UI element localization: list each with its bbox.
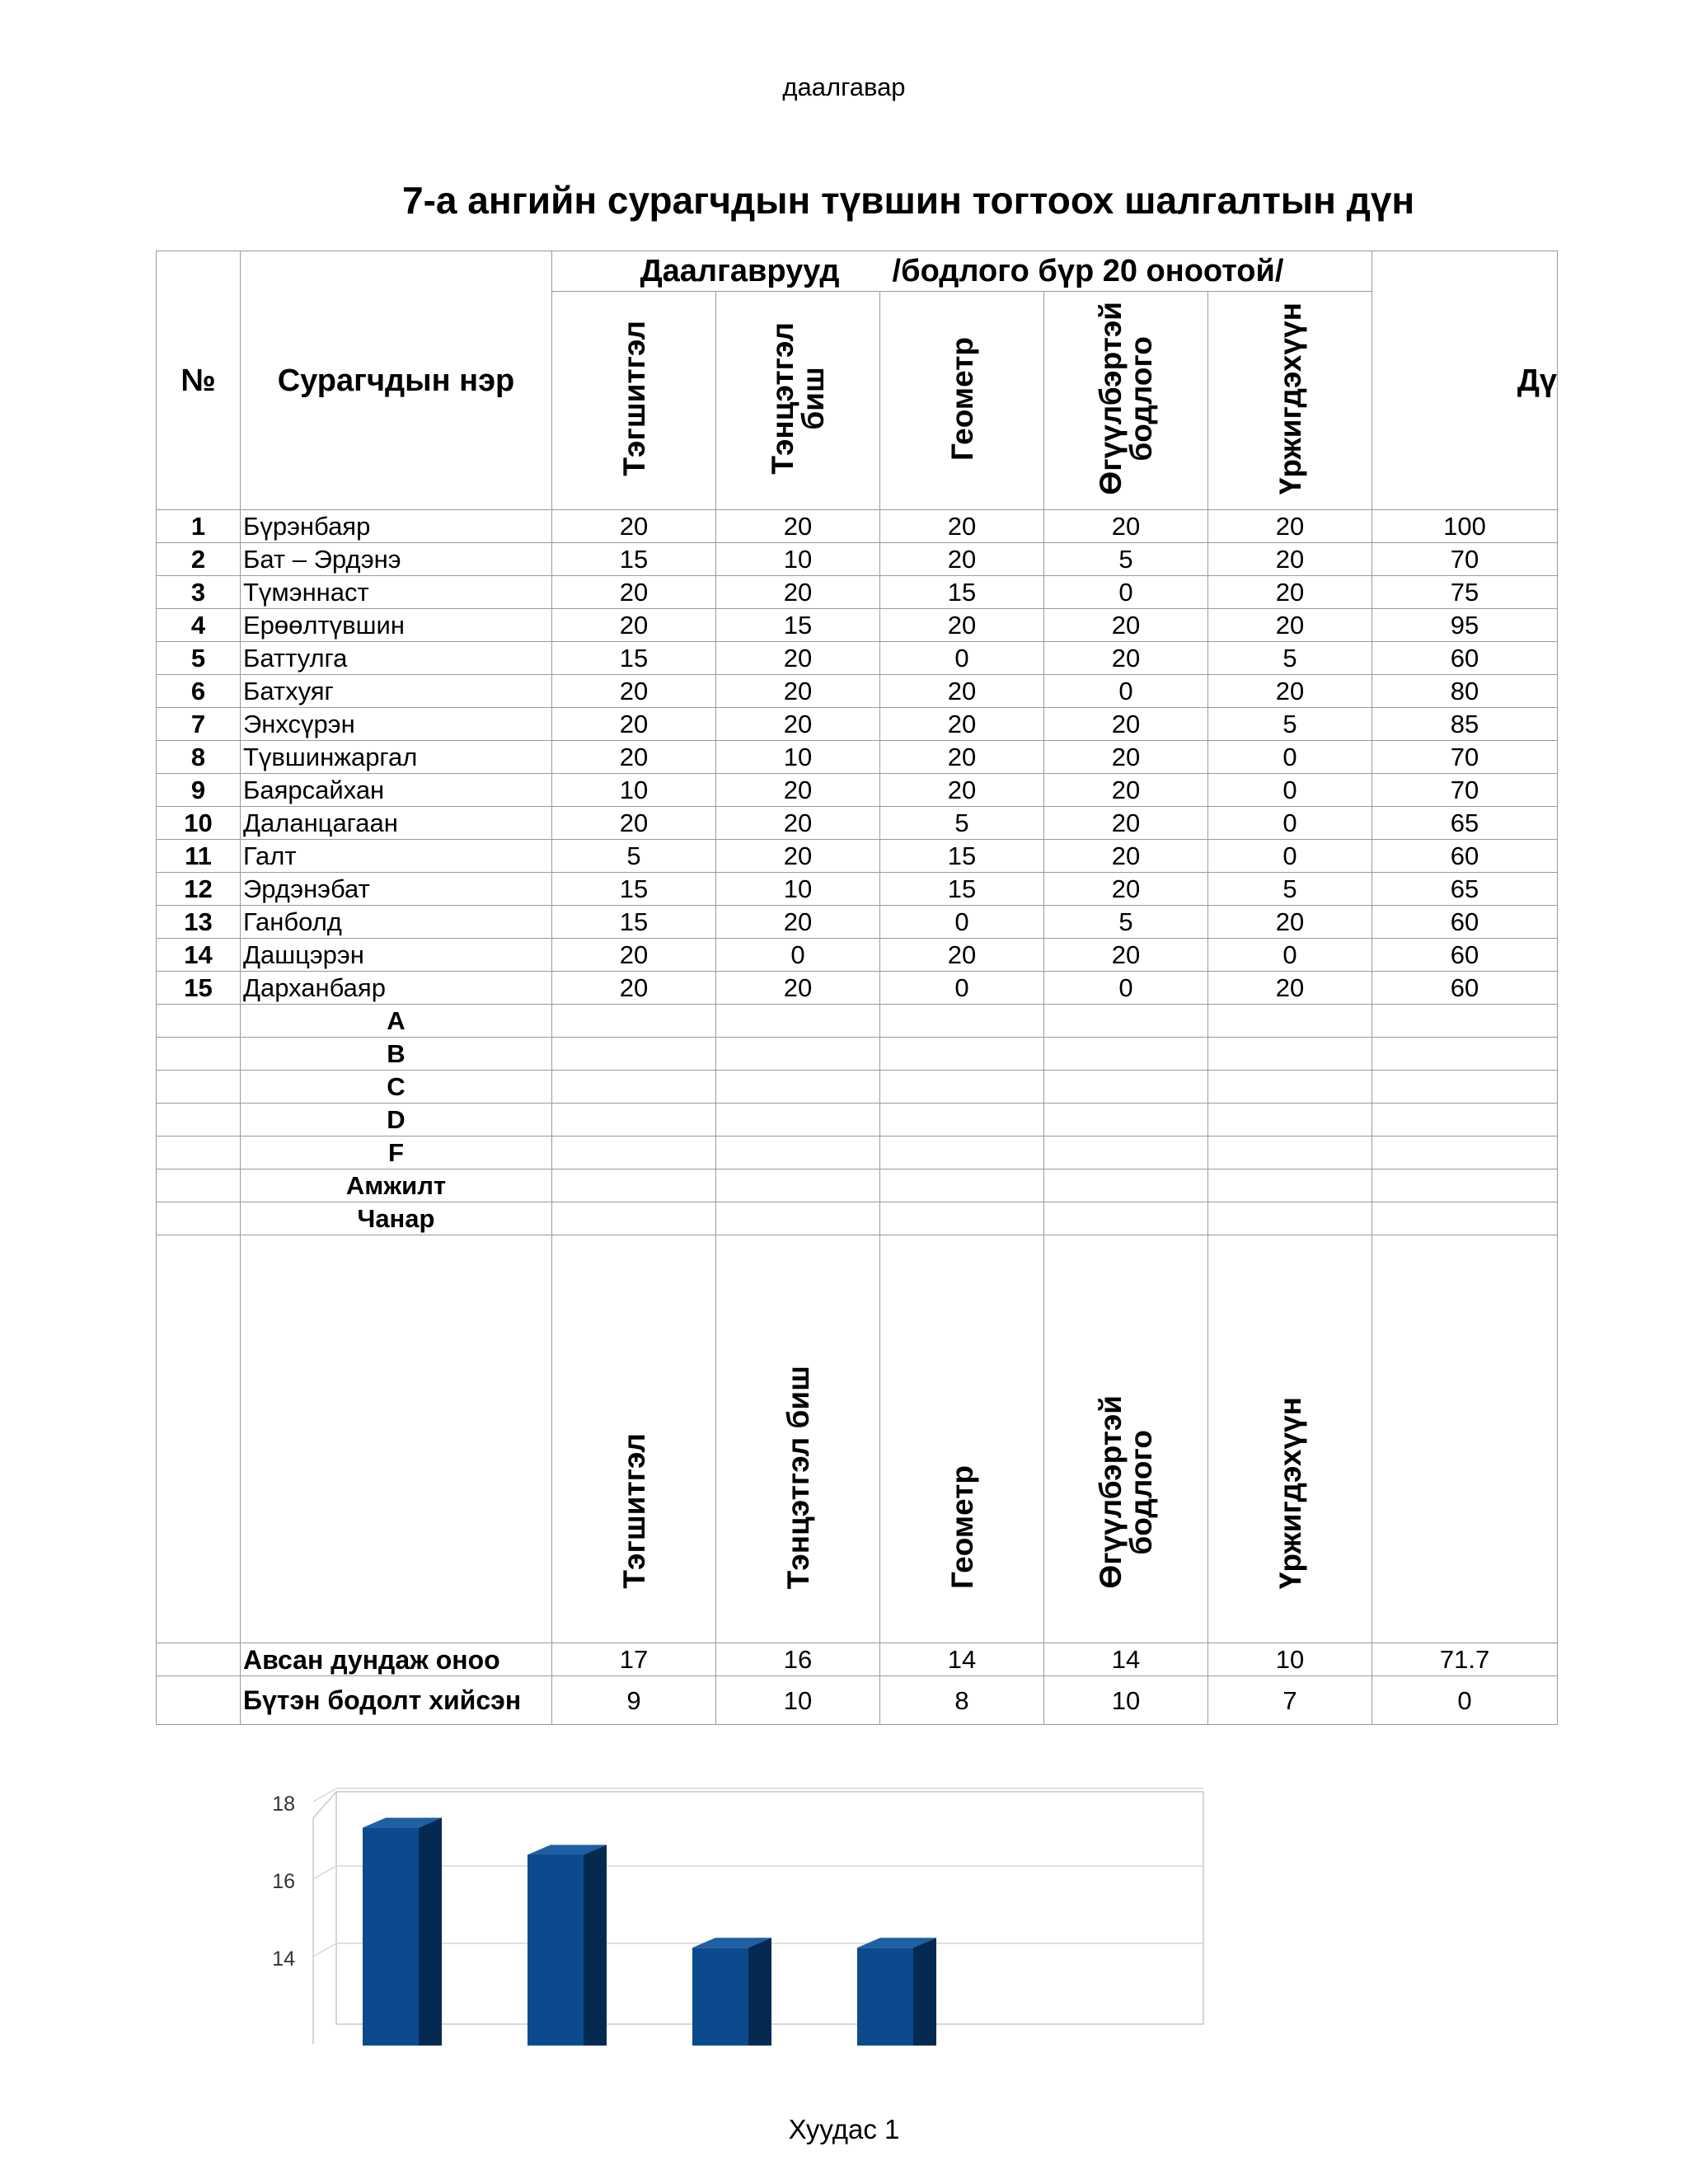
- score-cell: 20: [880, 609, 1044, 642]
- empty-cell: [1044, 1038, 1208, 1071]
- bar-chart: [247, 1780, 1236, 2044]
- summary-label: A: [241, 1005, 552, 1038]
- empty-cell: [880, 1005, 1044, 1038]
- score-cell: 20: [552, 708, 716, 741]
- score-cell: 20: [1044, 642, 1208, 675]
- summary-label: D: [241, 1104, 552, 1137]
- summary-row: [157, 1137, 1558, 1169]
- score-cell: 20: [880, 675, 1044, 708]
- summary-label: Чанар: [241, 1202, 552, 1235]
- empty-cell: [157, 1104, 241, 1137]
- chart-bar-side: [584, 1845, 607, 2046]
- score-cell: 20: [1044, 840, 1208, 873]
- tasks-header: [552, 251, 1372, 292]
- student-name: Дарханбаяр: [241, 972, 552, 1005]
- bottom-task-header-label: Тэнцэтгэл биш: [781, 1365, 815, 1589]
- full-solution-label: Бүтэн бодолт хийсэн: [241, 1676, 552, 1725]
- chart-bar: [692, 1947, 748, 2046]
- score-cell: 20: [716, 774, 880, 807]
- score-cell: 15: [552, 873, 716, 906]
- table-row: [157, 906, 1558, 939]
- score-cell: 20: [552, 741, 716, 774]
- full-solution-value: 9: [552, 1676, 716, 1725]
- score-cell: 0: [880, 642, 1044, 675]
- score-cell: 10: [716, 741, 880, 774]
- summary-row: [157, 1202, 1558, 1235]
- task-header-5: [1208, 292, 1372, 510]
- col-number-header: №: [157, 251, 241, 510]
- student-name: Галт: [241, 840, 552, 873]
- score-cell: 20: [1208, 510, 1372, 543]
- score-cell: 0: [1208, 741, 1372, 774]
- student-number: 10: [157, 807, 241, 840]
- empty-cell: [1372, 1202, 1558, 1235]
- empty-cell: [1044, 1104, 1208, 1137]
- task-header-1: [552, 292, 716, 510]
- empty-cell: [1372, 1137, 1558, 1169]
- empty-cell: [880, 1137, 1044, 1169]
- grade-table: [156, 251, 1558, 1725]
- total-cell: 100: [1372, 510, 1558, 543]
- score-cell: 20: [880, 510, 1044, 543]
- table-row: [157, 609, 1558, 642]
- tasks-header-right: /бодлого бүр 20 оноотой/: [892, 254, 1284, 288]
- total-cell: 60: [1372, 840, 1558, 873]
- page-header: даалгавар: [782, 73, 906, 101]
- chart-bar: [363, 1828, 419, 2046]
- empty-cell: [552, 1169, 716, 1202]
- bottom-task-header-1: [552, 1235, 716, 1643]
- student-name: Эрдэнэбат: [241, 873, 552, 906]
- average-label: Авсан дундаж оноо: [241, 1643, 552, 1676]
- score-cell: 0: [1208, 807, 1372, 840]
- bottom-task-header-2: [716, 1235, 880, 1643]
- summary-label: F: [241, 1137, 552, 1169]
- student-name: Дашцэрэн: [241, 939, 552, 972]
- empty-cell: [716, 1169, 880, 1202]
- empty-cell: [716, 1104, 880, 1137]
- average-value: 71.7: [1372, 1643, 1558, 1676]
- student-number: 13: [157, 906, 241, 939]
- total-cell: 70: [1372, 543, 1558, 576]
- empty-cell: [241, 1235, 552, 1643]
- chart-y-tick-label: 18: [272, 1793, 295, 1816]
- average-value: 10: [1208, 1643, 1372, 1676]
- total-cell: 80: [1372, 675, 1558, 708]
- empty-cell: [1372, 1005, 1558, 1038]
- student-number: 8: [157, 741, 241, 774]
- average-value: 14: [1044, 1643, 1208, 1676]
- student-name: Даланцагаан: [241, 807, 552, 840]
- score-cell: 20: [716, 972, 880, 1005]
- empty-cell: [157, 1676, 241, 1725]
- summary-row: [157, 1104, 1558, 1137]
- student-number: 6: [157, 675, 241, 708]
- full-solution-value: 10: [1044, 1676, 1208, 1725]
- summary-label: B: [241, 1038, 552, 1071]
- empty-cell: [1044, 1005, 1208, 1038]
- summary-label: Амжилт: [241, 1169, 552, 1202]
- score-cell: 20: [1044, 774, 1208, 807]
- student-name: Бүрэнбаяр: [241, 510, 552, 543]
- score-cell: 20: [1044, 741, 1208, 774]
- student-name: Баттулга: [241, 642, 552, 675]
- bottom-task-header-label: Өгүүлбэртэй бодлого: [1094, 1395, 1158, 1589]
- empty-cell: [716, 1202, 880, 1235]
- student-number: 1: [157, 510, 241, 543]
- total-cell: 65: [1372, 873, 1558, 906]
- student-name: Энхсүрэн: [241, 708, 552, 741]
- table-row: [157, 840, 1558, 873]
- empty-cell: [157, 1005, 241, 1038]
- empty-cell: [552, 1104, 716, 1137]
- bottom-task-header-row: [157, 1235, 1558, 1643]
- task-header-2: [716, 292, 880, 510]
- student-name: Бат – Эрдэнэ: [241, 543, 552, 576]
- score-cell: 20: [1044, 708, 1208, 741]
- score-cell: 0: [880, 972, 1044, 1005]
- col-total-header: [1372, 251, 1558, 510]
- score-cell: 15: [716, 609, 880, 642]
- empty-cell: [880, 1038, 1044, 1071]
- total-cell: 60: [1372, 972, 1558, 1005]
- score-cell: 20: [1044, 939, 1208, 972]
- page-footer: Хуудас 1: [788, 2114, 900, 2144]
- empty-cell: [552, 1071, 716, 1104]
- score-cell: 5: [1208, 642, 1372, 675]
- student-name: Батхуяг: [241, 675, 552, 708]
- table-row: [157, 576, 1558, 609]
- score-cell: 20: [716, 708, 880, 741]
- empty-cell: [552, 1137, 716, 1169]
- average-value: 14: [880, 1643, 1044, 1676]
- col-name-header: Сурагчдын нэр: [241, 251, 552, 510]
- full-solution-value: 10: [716, 1676, 880, 1725]
- document-title: 7-а ангийн сурагчдын түвшин тогтоох шалгалтын дүн: [402, 179, 1415, 222]
- score-cell: 20: [1044, 807, 1208, 840]
- empty-cell: [552, 1005, 716, 1038]
- student-number: 2: [157, 543, 241, 576]
- score-cell: 20: [880, 708, 1044, 741]
- bottom-task-header-label: Үржигдэхүүн: [1273, 1396, 1307, 1589]
- student-number: 4: [157, 609, 241, 642]
- student-number: 9: [157, 774, 241, 807]
- summary-label: C: [241, 1071, 552, 1104]
- empty-cell: [157, 1169, 241, 1202]
- chart-gridline-side: [313, 1866, 336, 1879]
- empty-cell: [1208, 1038, 1372, 1071]
- task-header-label: Тэгшитгэл: [617, 321, 651, 476]
- student-number: 15: [157, 972, 241, 1005]
- score-cell: 20: [880, 939, 1044, 972]
- empty-cell: [157, 1071, 241, 1104]
- empty-cell: [1372, 1104, 1558, 1137]
- score-cell: 20: [552, 609, 716, 642]
- summary-row: [157, 1169, 1558, 1202]
- score-cell: 20: [552, 510, 716, 543]
- score-cell: 15: [880, 576, 1044, 609]
- score-cell: 20: [880, 774, 1044, 807]
- score-cell: 15: [552, 543, 716, 576]
- student-number: 5: [157, 642, 241, 675]
- student-name: Баярсайхан: [241, 774, 552, 807]
- score-cell: 20: [716, 642, 880, 675]
- score-cell: 20: [1044, 609, 1208, 642]
- total-cell: 95: [1372, 609, 1558, 642]
- full-solution-row: [157, 1676, 1558, 1725]
- score-cell: 20: [716, 807, 880, 840]
- table-row: [157, 807, 1558, 840]
- empty-cell: [1044, 1169, 1208, 1202]
- score-cell: 5: [1208, 708, 1372, 741]
- summary-row: [157, 1005, 1558, 1038]
- score-cell: 0: [1208, 939, 1372, 972]
- chart-y-tick-label: 14: [272, 1947, 295, 1971]
- col-total-label: Дү: [1517, 363, 1558, 398]
- empty-cell: [1372, 1169, 1558, 1202]
- empty-cell: [552, 1038, 716, 1071]
- chart-bar-side: [419, 1818, 442, 2046]
- score-cell: 20: [716, 510, 880, 543]
- empty-cell: [880, 1169, 1044, 1202]
- student-name: Ганболд: [241, 906, 552, 939]
- total-cell: 70: [1372, 741, 1558, 774]
- table-row: [157, 873, 1558, 906]
- score-cell: 10: [716, 543, 880, 576]
- score-cell: 20: [552, 576, 716, 609]
- score-cell: 20: [1208, 576, 1372, 609]
- summary-row: [157, 1038, 1558, 1071]
- bottom-task-header-4: [1044, 1235, 1208, 1643]
- student-name: Түвшинжаргал: [241, 741, 552, 774]
- empty-cell: [157, 1137, 241, 1169]
- full-solution-value: 8: [880, 1676, 1044, 1725]
- score-cell: 0: [1044, 576, 1208, 609]
- empty-cell: [1208, 1137, 1372, 1169]
- task-header-label: Өгүүлбэртэй бодлого: [1094, 302, 1158, 495]
- score-cell: 20: [1208, 972, 1372, 1005]
- score-cell: 20: [1208, 609, 1372, 642]
- score-cell: 20: [880, 543, 1044, 576]
- table-row: [157, 939, 1558, 972]
- score-cell: 5: [1044, 543, 1208, 576]
- full-solution-value: 0: [1372, 1676, 1558, 1725]
- total-cell: 85: [1372, 708, 1558, 741]
- student-name: Ерөөлтүвшин: [241, 609, 552, 642]
- empty-cell: [880, 1104, 1044, 1137]
- table-row: [157, 510, 1558, 543]
- table-row: [157, 741, 1558, 774]
- empty-cell: [157, 1235, 241, 1643]
- score-cell: 20: [716, 906, 880, 939]
- total-cell: 60: [1372, 642, 1558, 675]
- score-cell: 5: [880, 807, 1044, 840]
- table-row: [157, 708, 1558, 741]
- empty-cell: [157, 1038, 241, 1071]
- score-cell: 20: [552, 675, 716, 708]
- bottom-task-header-5: [1208, 1235, 1372, 1643]
- empty-cell: [1208, 1005, 1372, 1038]
- empty-cell: [1044, 1071, 1208, 1104]
- summary-row: [157, 1071, 1558, 1104]
- task-header-label: Геометр: [945, 336, 979, 461]
- bottom-task-header-3: [880, 1235, 1044, 1643]
- total-cell: 75: [1372, 576, 1558, 609]
- empty-cell: [880, 1071, 1044, 1104]
- student-number: 3: [157, 576, 241, 609]
- student-name: Түмэннаст: [241, 576, 552, 609]
- score-cell: 20: [552, 972, 716, 1005]
- score-cell: 5: [1044, 906, 1208, 939]
- total-cell: 60: [1372, 906, 1558, 939]
- tasks-header-left: Даалгаврууд: [640, 254, 840, 288]
- empty-cell: [1044, 1137, 1208, 1169]
- empty-cell: [716, 1005, 880, 1038]
- chart-bar-side: [913, 1938, 936, 2046]
- score-cell: 0: [1044, 675, 1208, 708]
- table-row: [157, 972, 1558, 1005]
- empty-cell: [1208, 1104, 1372, 1137]
- total-cell: 70: [1372, 774, 1558, 807]
- empty-cell: [157, 1643, 241, 1676]
- score-cell: 15: [880, 873, 1044, 906]
- task-header-3: [880, 292, 1044, 510]
- empty-cell: [1372, 1038, 1558, 1071]
- average-row: [157, 1643, 1558, 1676]
- score-cell: 10: [716, 873, 880, 906]
- score-cell: 0: [880, 906, 1044, 939]
- bottom-task-header-label: Тэгшитгэл: [617, 1433, 651, 1589]
- score-cell: 0: [1208, 774, 1372, 807]
- empty-cell: [716, 1071, 880, 1104]
- score-cell: 20: [1208, 906, 1372, 939]
- empty-cell: [1372, 1071, 1558, 1104]
- score-cell: 20: [1208, 675, 1372, 708]
- table-row: [157, 774, 1558, 807]
- score-cell: 20: [716, 576, 880, 609]
- empty-cell: [1208, 1202, 1372, 1235]
- full-solution-value: 7: [1208, 1676, 1372, 1725]
- student-number: 14: [157, 939, 241, 972]
- score-cell: 20: [1208, 543, 1372, 576]
- score-cell: 20: [880, 741, 1044, 774]
- empty-cell: [157, 1202, 241, 1235]
- empty-cell: [1372, 1235, 1558, 1643]
- empty-cell: [1208, 1071, 1372, 1104]
- empty-cell: [552, 1202, 716, 1235]
- score-cell: 10: [552, 774, 716, 807]
- total-cell: 65: [1372, 807, 1558, 840]
- student-number: 12: [157, 873, 241, 906]
- empty-cell: [1044, 1202, 1208, 1235]
- average-value: 16: [716, 1643, 880, 1676]
- score-cell: 15: [552, 642, 716, 675]
- student-number: 7: [157, 708, 241, 741]
- task-header-label: Тэнцэтгэл биш: [766, 322, 830, 475]
- table-row: [157, 642, 1558, 675]
- student-number: 11: [157, 840, 241, 873]
- empty-cell: [880, 1202, 1044, 1235]
- chart-gridline-side: [313, 1943, 336, 1957]
- total-cell: 60: [1372, 939, 1558, 972]
- score-cell: 20: [716, 840, 880, 873]
- chart-bar: [857, 1947, 913, 2046]
- chart-y-tick-label: 16: [272, 1870, 295, 1893]
- score-cell: 5: [1208, 873, 1372, 906]
- score-cell: 20: [1044, 873, 1208, 906]
- chart-bar-side: [748, 1938, 771, 2046]
- score-cell: 5: [552, 840, 716, 873]
- task-header-label: Үржигдэхүүн: [1273, 302, 1307, 495]
- empty-cell: [1208, 1169, 1372, 1202]
- table-row: [157, 543, 1558, 576]
- grade-table-wrapper: [156, 251, 1558, 1725]
- chart-bar: [528, 1855, 584, 2046]
- score-cell: 20: [552, 939, 716, 972]
- score-cell: 0: [716, 939, 880, 972]
- score-cell: 0: [1044, 972, 1208, 1005]
- empty-cell: [716, 1038, 880, 1071]
- score-cell: 20: [716, 675, 880, 708]
- score-cell: 15: [880, 840, 1044, 873]
- score-cell: 20: [552, 807, 716, 840]
- score-cell: 15: [552, 906, 716, 939]
- table-row: [157, 675, 1558, 708]
- average-value: 17: [552, 1643, 716, 1676]
- score-cell: 0: [1208, 840, 1372, 873]
- bottom-task-header-label: Геометр: [945, 1465, 979, 1589]
- empty-cell: [716, 1137, 880, 1169]
- task-header-4: [1044, 292, 1208, 510]
- score-cell: 20: [1044, 510, 1208, 543]
